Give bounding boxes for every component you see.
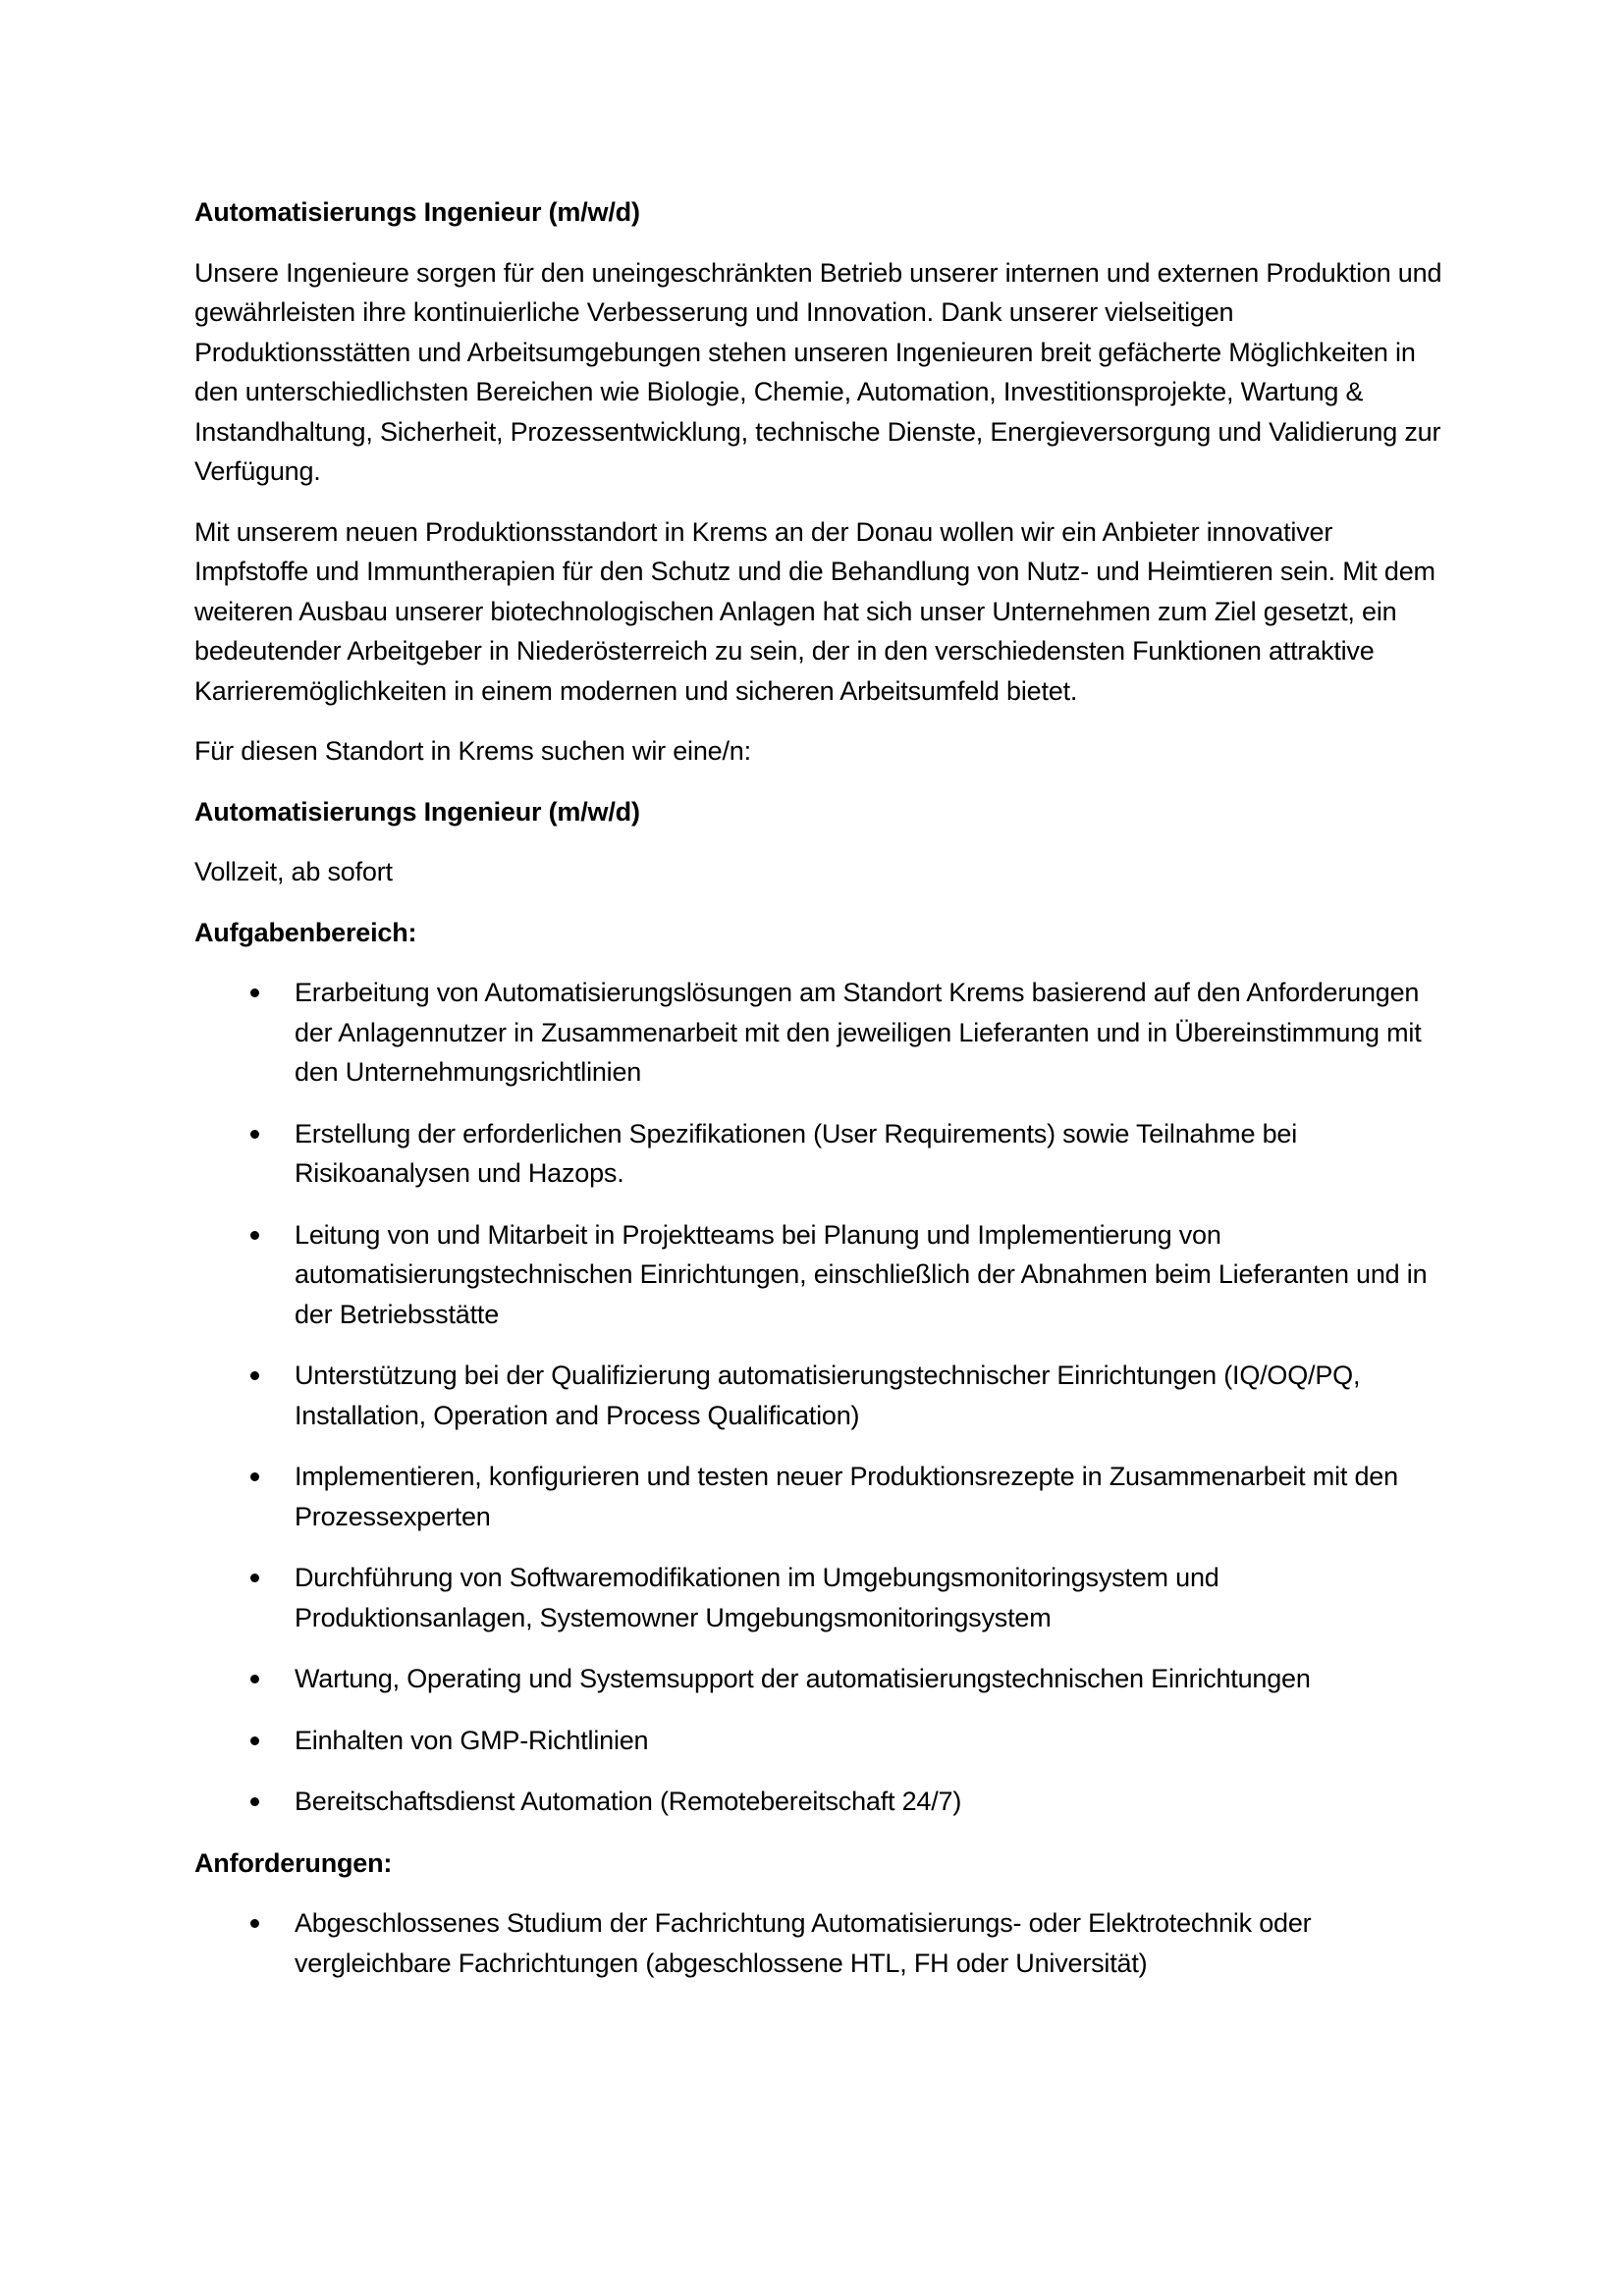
- list-item-text: Erstellung der erforderlichen Spezifikationen (User Requirements) sowie Teilnahme bei Risikoanalysen und Hazops.: [295, 1118, 1298, 1188]
- list-item-text: Einhalten von GMP-Richtlinien: [295, 1725, 649, 1755]
- list-item-text: Erarbeitung von Automatisierungslösungen am Standort Krems basierend auf den Anforderungen der Anlagennutzer in Zusammenarbeit mit den jeweiligen Lieferanten und in Übereinstimmung mit den Unternehmungsrichtlinien: [295, 978, 1422, 1087]
- document-page: [194, 192, 1451, 2004]
- bullet-icon: [250, 1574, 259, 1582]
- list-item-text: Bereitschaftsdienst Automation (Remotebereitschaft 24/7): [295, 1787, 962, 1816]
- bullet-icon: [250, 1371, 259, 1380]
- list-item-text: Durchführung von Softwaremodifikationen im Umgebungsmonitoringsystem und Produktionsanlagen, Systemowner Umgebungsmonitoringsystem: [295, 1563, 1219, 1632]
- bullet-icon: [250, 1231, 259, 1240]
- tasks-heading: Aufgabenbereich:: [194, 917, 417, 947]
- list-item-text: Implementieren, konfigurieren und testen neuer Produktionsrezepte in Zusammenarbeit mit den Prozessexperten: [295, 1462, 1398, 1531]
- bullet-icon: [250, 1130, 259, 1139]
- intro-paragraph: Mit unserem neuen Produktionsstandort in Krems an der Donau wollen wir ein Anbieter innovativer Impfstoffe und Immuntherapien für den Schutz und die Behandlung von Nutz- und Heimtieren sein. Mit dem weiteren Ausbau unserer biotechnologischen Anlagen hat sich unser Unternehmen zum Ziel gesetzt, ein bedeutender Arbeitgeber in Niederösterreich zu sein, der in den verschiedensten Funktionen attraktive Karrieremöglichkeiten in einem modernen und sicheren Arbeitsumfeld bietet.: [194, 516, 1435, 706]
- intro-paragraph: Unsere Ingenieure sorgen für den uneingeschränkten Betrieb unserer internen und externen Produktion und gewährleisten ihre kontinuierliche Verbesserung und Innovation. Dank unserer vielseitigen Produktionsstätten und Arbeitsumgebungen stehen unseren Ingenieuren breit gefächerte Möglichkeiten in den unterschiedlichsten Bereichen wie Biologie, Chemie, Automation, Investitionsprojekte, Wartung & Instandhaltung, Sicherheit, Prozessentwicklung, technische Dienste, Energieversorgung und Validierung zur Verfügung.: [194, 257, 1442, 486]
- bullet-icon: [250, 1919, 259, 1928]
- bullet-icon: [250, 1797, 259, 1806]
- bullet-icon: [250, 1675, 259, 1683]
- list-item-text: Wartung, Operating und Systemsupport der automatisierungstechnischen Einrichtungen: [295, 1664, 1311, 1693]
- list-item: [194, 1659, 1451, 1699]
- tasks-list: [194, 973, 1451, 1822]
- list-item: [194, 1558, 1451, 1637]
- list-item: [194, 1457, 1451, 1536]
- document-title: Automatisierungs Ingenieur (m/w/d): [194, 197, 640, 227]
- employment-type: Vollzeit, ab sofort: [194, 857, 393, 886]
- bullet-icon: [250, 1736, 259, 1745]
- list-item: [194, 1782, 1451, 1822]
- list-item: [194, 1356, 1451, 1435]
- list-item-text: Abgeschlossenes Studium der Fachrichtung Automatisierungs- oder Elektrotechnik oder vergleichbare Fachrichtungen (abgeschlossene HTL, FH oder Universität): [295, 1908, 1312, 1978]
- requirements-list: [194, 1903, 1451, 1983]
- list-item: [194, 1903, 1451, 1983]
- list-item-text: Leitung von und Mitarbeit in Projektteams bei Planung und Implementierung von automatisierungstechnischen Einrichtungen, einschließlich der Abnahmen beim Lieferanten und in der Betriebsstätte: [295, 1219, 1428, 1329]
- list-item-text: Unterstützung bei der Qualifizierung automatisierungstechnischer Einrichtungen (IQ/OQ/PQ, Installation, Operation and Process Qualification): [295, 1361, 1361, 1430]
- bullet-icon: [250, 988, 259, 997]
- bullet-icon: [250, 1472, 259, 1481]
- position-title: Automatisierungs Ingenieur (m/w/d): [194, 796, 640, 827]
- list-item: [194, 973, 1451, 1093]
- list-item: [194, 1215, 1451, 1335]
- intro-paragraph: Für diesen Standort in Krems suchen wir eine/n:: [194, 736, 751, 766]
- list-item: [194, 1721, 1451, 1761]
- list-item: [194, 1114, 1451, 1194]
- requirements-heading: Anforderungen:: [194, 1847, 393, 1878]
